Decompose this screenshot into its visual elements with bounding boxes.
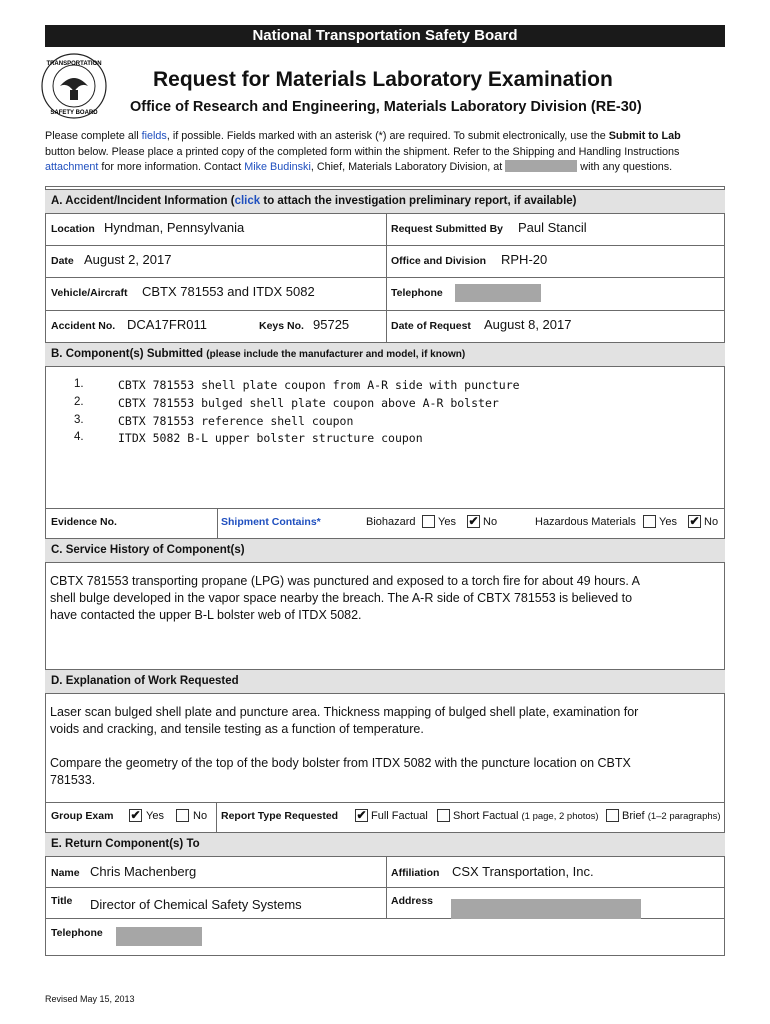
- office-label: Office and Division: [391, 255, 487, 267]
- group-exam-no-label: No: [193, 810, 208, 822]
- submitted-by-field[interactable]: Paul Stancil: [518, 220, 587, 235]
- submitted-by-label: Request Submitted By: [391, 223, 504, 235]
- item-number: 1.: [74, 378, 84, 390]
- list-item: CBTX 781553 bulged shell plate coupon above A-R bolster: [118, 396, 499, 410]
- location-label: Location: [51, 223, 95, 235]
- address-field-redacted[interactable]: [451, 899, 641, 919]
- brief-label: Brief (1–2 paragraphs): [622, 810, 721, 822]
- short-factual-checkbox[interactable]: [437, 809, 450, 822]
- hazmat-yes-label: Yes: [659, 516, 677, 528]
- title-label: Title: [51, 895, 73, 907]
- group-exam-yes-label: Yes: [146, 810, 164, 822]
- full-factual-checkbox[interactable]: ✔: [356, 808, 367, 822]
- svg-text:SAFETY BOARD: SAFETY BOARD: [50, 110, 98, 116]
- section-b-header: B. Component(s) Submitted (please include the manufacturer and model, if known): [45, 342, 725, 367]
- shipment-contains-link[interactable]: Shipment Contains*: [221, 516, 321, 528]
- name-label: Name: [51, 867, 80, 879]
- affiliation-label: Affiliation: [391, 867, 440, 879]
- section-d-header: D. Explanation of Work Requested: [45, 669, 725, 694]
- short-factual-label: Short Factual (1 page, 2 photos): [453, 810, 599, 822]
- biohazard-no-checkbox[interactable]: ✔: [468, 514, 479, 528]
- work-requested-field[interactable]: Laser scan bulged shell plate and puncture area. Thickness mapping of bulged shell plate, examination for voids and cracking, and tensile testing as a function of temperature. Compare the geometry of the top of the body bolster from ITDX 5082 with the puncture location on CBTX 781533.: [50, 705, 639, 787]
- accident-no-label: Accident No.: [51, 320, 116, 332]
- telephone-field-redacted[interactable]: [455, 284, 541, 302]
- item-number: 4.: [74, 431, 84, 443]
- list-item: ITDX 5082 B-L upper bolster structure coupon: [118, 431, 423, 445]
- keys-no-label: Keys No.: [259, 320, 304, 332]
- full-factual-label: Full Factual: [371, 810, 428, 822]
- hazmat-yes-checkbox[interactable]: [643, 515, 656, 528]
- date-field[interactable]: August 2, 2017: [84, 252, 172, 267]
- ntsb-seal-logo: [40, 52, 108, 120]
- biohazard-label: Biohazard: [366, 516, 416, 528]
- return-telephone-field-redacted[interactable]: [116, 927, 202, 946]
- date-label: Date: [51, 255, 74, 267]
- office-field[interactable]: RPH-20: [501, 252, 548, 267]
- service-history-field[interactable]: CBTX 781553 transporting propane (LPG) was punctured and exposed to a torch fire for about 49 hours. A shell bulge developed in the vapor space nearby the breach. The A-R side of CBTX 781553 is believed to have contacted the upper B-L bolster web of ITDX 5082.: [50, 574, 640, 622]
- brief-checkbox[interactable]: [606, 809, 619, 822]
- accident-no-field[interactable]: DCA17FR011: [127, 317, 207, 332]
- item-number: 3.: [74, 414, 84, 426]
- evidence-no-label: Evidence No.: [51, 516, 117, 528]
- biohazard-no-label: No: [483, 516, 498, 528]
- page-title: Request for Materials Laboratory Examination: [153, 68, 613, 91]
- item-number: 2.: [74, 396, 84, 408]
- return-telephone-label: Telephone: [51, 927, 103, 939]
- location-field[interactable]: Hyndman, Pennsylvania: [104, 220, 245, 235]
- name-field[interactable]: Chris Machenberg: [90, 864, 197, 879]
- address-label: Address: [391, 895, 434, 907]
- list-item: CBTX 781553 reference shell coupon: [118, 414, 354, 428]
- biohazard-yes-checkbox[interactable]: [422, 515, 435, 528]
- hazmat-no-checkbox[interactable]: ✔: [689, 514, 700, 528]
- biohazard-yes-label: Yes: [438, 516, 456, 528]
- report-type-label: Report Type Requested: [221, 810, 339, 822]
- date-of-request-label: Date of Request: [391, 320, 471, 332]
- redacted-phone: [505, 160, 577, 172]
- affiliation-field[interactable]: CSX Transportation, Inc.: [452, 864, 594, 879]
- revision-date: Revised May 15, 2013: [45, 994, 135, 1004]
- contact-link[interactable]: Mike Budinski: [244, 161, 311, 173]
- section-c-header: C. Service History of Component(s): [45, 538, 725, 563]
- fields-link[interactable]: fields: [141, 130, 167, 142]
- agency-banner: National Transportation Safety Board: [45, 25, 725, 47]
- group-exam-no-checkbox[interactable]: [176, 809, 189, 822]
- instructions: Please complete all fields, if possible. Fields marked with an asterisk (*) are required. To submit electronically, use the Submit to Lab button below. Please place a printed copy of the completed form within the shipment. Refer to the Shipping and Handling Instructions attachment for more information. Contact Mike Budinski, Chief, Materials Laboratory Division, at with any questions.: [45, 130, 681, 173]
- vehicle-field[interactable]: CBTX 781553 and ITDX 5082: [142, 284, 315, 299]
- date-of-request-field[interactable]: August 8, 2017: [484, 317, 572, 332]
- list-item: CBTX 781553 shell plate coupon from A-R side with puncture: [118, 378, 520, 392]
- section-a-header: A. Accident/Incident Information (click to attach the investigation preliminary report, if available): [45, 189, 725, 214]
- attachment-link[interactable]: attachment: [45, 161, 99, 173]
- section-e-header: E. Return Component(s) To: [45, 832, 725, 857]
- page-subtitle: Office of Research and Engineering, Materials Laboratory Division (RE-30): [130, 99, 642, 115]
- svg-text:TRANSPORTATION: TRANSPORTATION: [46, 61, 102, 67]
- attach-report-link[interactable]: click: [234, 195, 261, 207]
- hazmat-no-label: No: [704, 516, 719, 528]
- group-exam-yes-checkbox[interactable]: ✔: [130, 808, 141, 822]
- telephone-label: Telephone: [391, 287, 443, 299]
- keys-no-field[interactable]: 95725: [313, 317, 350, 332]
- group-exam-label: Group Exam: [51, 810, 114, 822]
- title-field[interactable]: Director of Chemical Safety Systems: [90, 897, 302, 912]
- vehicle-label: Vehicle/Aircraft: [51, 287, 128, 299]
- hazardous-materials-label: Hazardous Materials: [535, 516, 636, 528]
